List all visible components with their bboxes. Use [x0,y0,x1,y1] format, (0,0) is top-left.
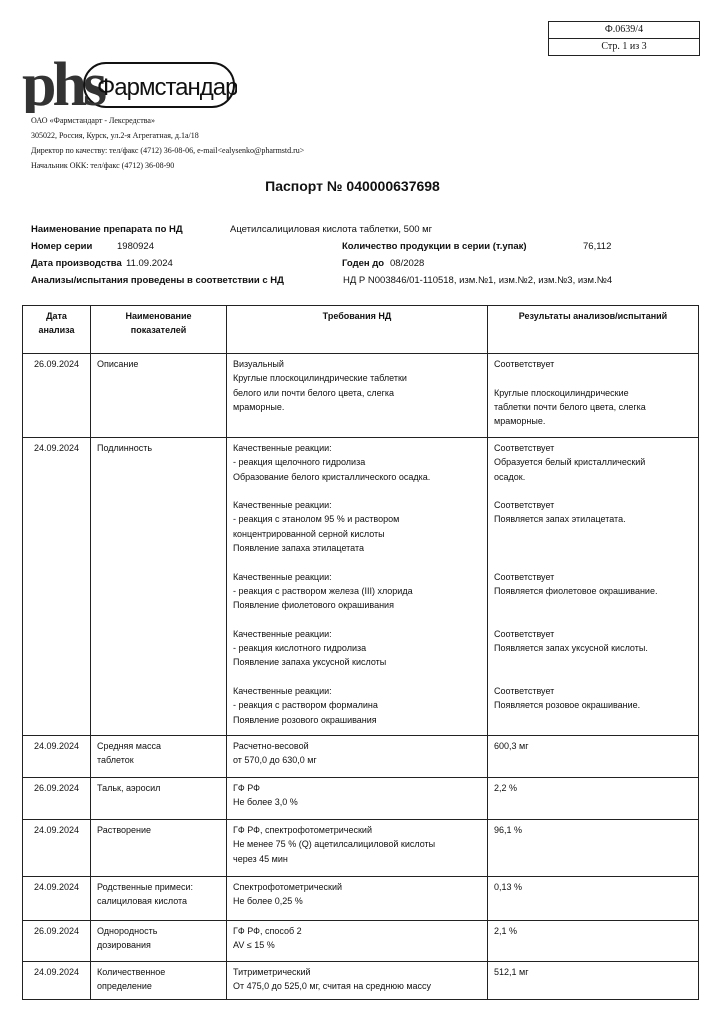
res-line: 2,2 % [494,783,518,793]
nd-label: Анализы/испытания проведены в соответствии с НД [31,275,284,286]
expiry-label: Годен до [342,258,385,269]
analysis-table [22,305,699,1000]
cell-date: 24.09.2024 [23,820,91,877]
column-header [23,306,91,354]
name-line: Однородность [97,926,158,936]
req-line: Качественные реакции: [233,628,332,639]
cell-name [91,736,227,778]
page-title: Паспорт № 040000637698 [265,178,440,194]
cell-name [91,438,227,736]
res-line [494,598,692,612]
res-line [494,613,692,627]
cell-name [91,354,227,438]
req-line: Появление фиолетового окрашивания [233,600,394,611]
cell-req [227,736,488,778]
column-header-line: показателей [130,325,187,336]
cell-date: 24.09.2024 [23,736,91,778]
req-line: через 45 мин [233,853,288,864]
column-header-line: Наименование [125,311,192,321]
quality-director-contact: Директор по качеству: тел/факс (4712) 36-08-06, e-mail<ealysenko@pharmstd.ru> [31,146,305,155]
req-line: ГФ РФ, способ 2 [233,926,302,936]
res-line [494,527,692,541]
cell-req [227,354,488,438]
table-row [23,820,699,877]
req-line: Появление запаха этилацетата [233,543,365,554]
cell-res [488,962,699,1000]
res-line: Появляется запах уксусной кислоты. [494,643,648,654]
quantity-value: 76,112 [583,241,612,252]
req-line [233,555,481,569]
req-line: - реакция щелочного гидролиза [233,457,366,468]
req-line: концентрированной серной кислоты [233,528,385,539]
nd-value: НД Р N003846/01-110518, изм.№1, изм.№2, изм.№3, изм.№4 [343,275,613,286]
table-row [23,921,699,962]
res-line: мраморные. [494,416,546,427]
cell-name [91,962,227,1000]
cell-name [91,921,227,962]
cell-date: 24.09.2024 [23,877,91,921]
cell-res [488,438,699,736]
req-line: Появление розового окрашивания [233,714,377,725]
cell-date: 26.09.2024 [23,778,91,820]
name-line: определение [97,981,152,992]
cell-date: 24.09.2024 [23,962,91,1000]
product-value: Ацетилсалициловая кислота таблетки, 500 мг [230,224,433,235]
table-row [23,736,699,778]
res-line: Соответствует [494,500,555,511]
cell-req [227,820,488,877]
cell-res [488,820,699,877]
cell-date: 26.09.2024 [23,921,91,962]
req-line: Не более 3,0 % [233,797,298,808]
req-line: Качественные реакции: [233,500,332,511]
cell-req [227,877,488,921]
req-line [233,613,481,627]
column-header [227,306,488,354]
cell-res [488,736,699,778]
res-line: 512,1 мг [494,967,529,977]
res-line: Появляется фиолетовое окрашивание. [494,585,658,596]
res-line: 0,13 % [494,882,523,892]
res-line: Соответствует [494,359,555,369]
res-line [494,555,692,569]
form-code-box [548,21,700,56]
req-line: Качественные реакции: [233,443,332,453]
column-header [488,306,699,354]
req-line: белого или почти белого цвета, слегка [233,387,394,398]
req-line: Не более 0,25 % [233,896,303,907]
res-line: Появляется розовое окрашивание. [494,700,641,711]
table-row [23,962,699,1000]
name-line: Количественное [97,967,166,977]
req-line: Образование белого кристаллического осадка. [233,471,431,482]
req-line: - реакция кислотного гидролиза [233,643,367,654]
table-header-row [23,306,699,354]
table-row [23,354,699,438]
cell-req [227,778,488,820]
company-address: 305022, Россия, Курск, ул.2-я Агрегатная, д.1а/18 [31,131,199,140]
name-line: Описание [97,359,139,369]
req-line: ГФ РФ, спектрофотометрический [233,825,372,835]
req-line: От 475,0 до 525,0 мг, считая на среднюю массу [233,981,432,992]
req-line: Круглые плоскоцилиндрические таблетки [233,373,407,384]
res-line: Образуется белый кристаллический [494,457,646,468]
res-line [494,541,692,555]
name-line: Родственные примеси: [97,882,194,892]
req-line: AV ≤ 15 % [233,940,275,951]
expiry-value: 08/2028 [390,258,425,269]
req-line: Качественные реакции: [233,686,332,697]
column-header [91,306,227,354]
cell-res [488,921,699,962]
column-header-line: Дата [46,311,67,321]
req-line: Спектрофотометрический [233,882,343,892]
series-value: 1980924 [117,241,154,252]
production-date-label: Дата производства [31,258,122,269]
req-line: от 570,0 до 630,0 мг [233,755,317,766]
res-line [494,655,692,669]
company-name: ОАО «Фармстандарт - Лексредства» [31,116,155,125]
name-line: Подлинность [97,443,153,453]
cell-date: 26.09.2024 [23,354,91,438]
res-line: Соответствует [494,443,555,453]
name-line: дозирования [97,940,151,951]
company-logo [22,55,237,113]
column-header-line: Результаты анализов/испытаний [518,311,668,321]
req-line [233,484,481,498]
req-line: Качественные реакции: [233,571,332,582]
product-label: Наименование препарата по НД [31,224,183,235]
res-line: Круглые плоскоцилиндрические [494,387,629,398]
column-header-line: анализа [38,325,75,336]
cell-name [91,778,227,820]
res-line [494,670,692,684]
req-line: - реакция с раствором формалина [233,700,378,711]
res-line [494,371,692,385]
req-line: Появление запаха уксусной кислоты [233,657,387,668]
page-number: Стр. 1 из 3 [549,38,699,55]
form-code: Ф.0639/4 [604,24,644,35]
req-line: Не менее 75 % (Q) ацетилсалициловой кислоты [233,839,436,850]
res-line: таблетки почти белого цвета, слегка [494,401,646,412]
req-line: мраморные. [233,401,285,412]
cell-date: 24.09.2024 [23,438,91,736]
svg-text:Фармстандарт: Фармстандарт [97,74,237,101]
cell-req [227,962,488,1000]
table-row [23,438,699,736]
res-line: 96,1 % [494,825,523,835]
req-line: Визуальный [233,359,284,369]
res-line: Соответствует [494,686,555,697]
table-row [23,877,699,921]
cell-name [91,877,227,921]
res-line [494,484,692,498]
production-date-value: 11.09.2024 [126,258,173,269]
svg-text:phs: phs [22,55,104,113]
name-line: салициловая кислота [97,896,188,907]
series-label: Номер серии [31,241,93,252]
req-line: Расчетно-весовой [233,741,309,751]
quantity-label: Количество продукции в серии (т.упак) [342,241,527,252]
name-line: Растворение [97,825,152,835]
name-line: Тальк, аэросил [97,783,161,793]
res-line: 2,1 % [494,926,518,936]
qc-head-contact: Начальник ОКК: тел/факс (4712) 36-08-90 [31,161,175,170]
res-line: Соответствует [494,628,555,639]
cell-name [91,820,227,877]
req-line: - реакция с раствором железа (III) хлорида [233,585,413,596]
cell-res [488,877,699,921]
req-line: Титриметрический [233,967,311,977]
res-line: осадок. [494,471,526,482]
name-line: Средняя масса [97,741,161,751]
cell-res [488,354,699,438]
column-header-line: Требования НД [322,311,392,321]
table-row [23,778,699,820]
cell-res [488,778,699,820]
res-line: Соответствует [494,571,555,582]
res-line: Появляется запах этилацетата. [494,514,626,525]
req-line: ГФ РФ [233,783,260,793]
req-line: - реакция с этанолом 95 % и раствором [233,514,400,525]
cell-req [227,438,488,736]
req-line [233,670,481,684]
res-line: 600,3 мг [494,741,529,751]
name-line: таблеток [97,755,134,766]
cell-req [227,921,488,962]
